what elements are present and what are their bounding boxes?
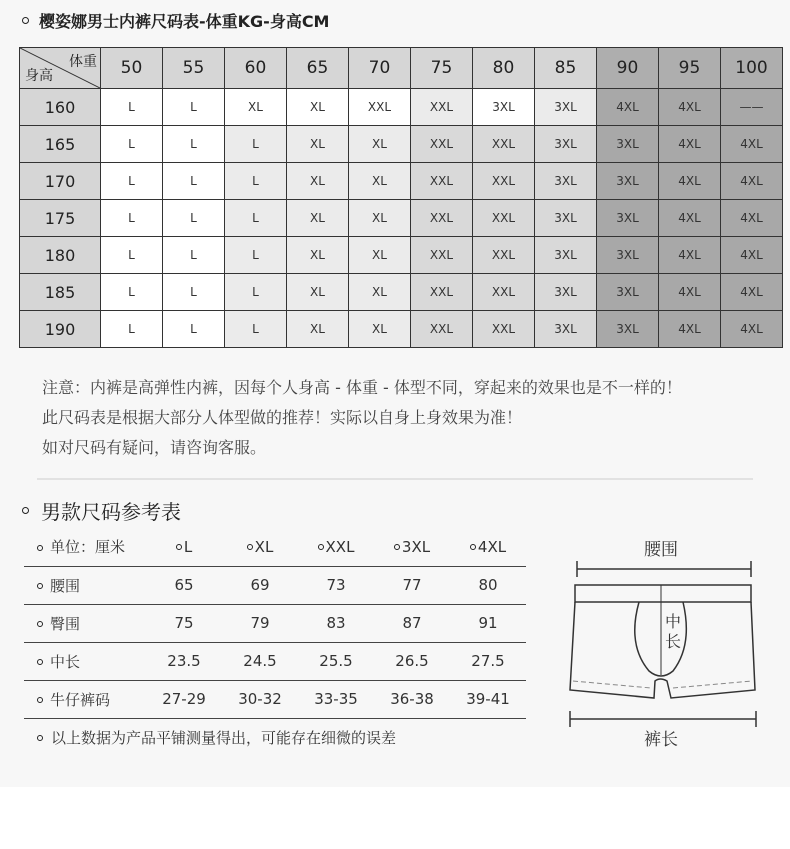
length-label: 裤长: [644, 730, 678, 750]
size-cell: XXL: [411, 163, 473, 200]
size-col-header: [146, 528, 222, 566]
size-cell: 3XL: [597, 237, 659, 274]
weight-col-header: 75: [411, 48, 473, 89]
weight-col-header: 60: [225, 48, 287, 89]
size-table: [19, 47, 783, 348]
size-cell: XXL: [411, 237, 473, 274]
size-cell: XL: [349, 237, 411, 274]
unit-label-cell: [24, 528, 146, 566]
divider: [37, 478, 753, 480]
size-cell: 3XL: [597, 274, 659, 311]
size-cell: 4XL: [659, 163, 721, 200]
size-cell: L: [225, 126, 287, 163]
measure-value: 25.5: [298, 642, 374, 680]
size-cell: 3XL: [597, 126, 659, 163]
table-row: [24, 566, 526, 604]
measure-label: 牛仔裤码: [50, 690, 111, 709]
size-cell: 4XL: [659, 89, 721, 126]
size-cell: XXL: [473, 163, 535, 200]
size-cell: XL: [287, 89, 349, 126]
size-label: XXL: [325, 537, 355, 556]
weight-col-header: 85: [535, 48, 597, 89]
waistband-shape: [575, 585, 751, 602]
height-row-header: 160: [20, 89, 101, 126]
unit-label: 单位：厘米: [50, 538, 126, 557]
size-cell: XL: [287, 274, 349, 311]
size-cell: L: [101, 274, 163, 311]
table-row: [20, 274, 783, 311]
size-cell: XXL: [411, 274, 473, 311]
size-cell: 4XL: [659, 200, 721, 237]
bullet-icon: [37, 659, 43, 665]
footnote-text: 以上数据为产品平铺测量得出，可能存在细微的误差: [51, 729, 397, 747]
measure-value: 24.5: [222, 642, 298, 680]
height-header: 身高: [25, 68, 53, 84]
size-label: L: [183, 537, 193, 556]
size-cell: 4XL: [721, 237, 783, 274]
left-leg-stitch: [573, 681, 651, 688]
table-row: [24, 680, 526, 718]
chart-title-text: 樱姿娜男士内裤尺码表-体重KG-身高CM: [39, 12, 330, 31]
mid-label-2: 长: [664, 632, 682, 651]
mid-label-1: 中: [664, 612, 682, 631]
footnote: [37, 727, 396, 748]
measure-value: 75: [146, 604, 222, 642]
measure-value: 39-41: [450, 680, 526, 718]
size-cell: XL: [349, 163, 411, 200]
table-row: [20, 237, 783, 274]
size-cell: 4XL: [721, 274, 783, 311]
size-cell: L: [225, 237, 287, 274]
size-cell: L: [225, 200, 287, 237]
size-cell: 4XL: [721, 163, 783, 200]
bullet-icon: [176, 544, 182, 550]
size-cell: XXL: [473, 274, 535, 311]
size-cell: 3XL: [473, 89, 535, 126]
table-row: [24, 642, 526, 680]
note-line: 注意：内裤是高弹性内裤，因每个人身高 - 体重 - 体型不同，穿起来的效果也是不一样的！: [42, 378, 682, 397]
table-row: [20, 163, 783, 200]
size-cell: 3XL: [535, 274, 597, 311]
height-row-header: 185: [20, 274, 101, 311]
size-cell: L: [163, 311, 225, 348]
weight-col-header: 90: [597, 48, 659, 89]
size-cell: 4XL: [721, 200, 783, 237]
note-line: 此尺码表是根据大部分人体型做的推荐！实际以自身上身效果为准！: [42, 408, 523, 427]
size-cell: 4XL: [721, 311, 783, 348]
size-cell: 3XL: [535, 200, 597, 237]
size-cell: L: [225, 163, 287, 200]
height-row-header: 170: [20, 163, 101, 200]
size-cell: L: [101, 89, 163, 126]
size-cell: XXL: [411, 200, 473, 237]
measure-label-cell: [24, 604, 146, 642]
size-cell: 4XL: [721, 126, 783, 163]
height-row-header: 175: [20, 200, 101, 237]
underwear-diagram: [563, 535, 763, 759]
size-cell: XXL: [473, 311, 535, 348]
height-row-header: 180: [20, 237, 101, 274]
corner-cell: [20, 48, 101, 89]
weight-col-header: 80: [473, 48, 535, 89]
bullet-icon: [37, 735, 43, 741]
size-cell: 3XL: [535, 163, 597, 200]
measure-value: 83: [298, 604, 374, 642]
measure-value: 87: [374, 604, 450, 642]
size-col-header: [298, 528, 374, 566]
measure-label: 臀围: [50, 614, 81, 633]
ref-title: [22, 496, 181, 525]
weight-col-header: 70: [349, 48, 411, 89]
size-cell: L: [163, 237, 225, 274]
chart-title: [22, 9, 329, 32]
measure-value: 77: [374, 566, 450, 604]
bullet-icon: [394, 544, 400, 550]
size-cell: XXL: [411, 311, 473, 348]
size-cell: XL: [287, 163, 349, 200]
bullet-icon: [22, 17, 29, 24]
measure-value: 27-29: [146, 680, 222, 718]
size-cell: L: [225, 274, 287, 311]
size-cell: XL: [349, 200, 411, 237]
size-cell: L: [163, 200, 225, 237]
size-label: 3XL: [401, 537, 431, 556]
weight-col-header: 50: [101, 48, 163, 89]
table-row: [20, 311, 783, 348]
size-cell: L: [101, 311, 163, 348]
measure-value: 30-32: [222, 680, 298, 718]
size-cell: 4XL: [597, 89, 659, 126]
size-cell: XXL: [473, 126, 535, 163]
measure-label: 腰围: [50, 576, 81, 595]
size-cell: 3XL: [535, 237, 597, 274]
measure-value: 33-35: [298, 680, 374, 718]
table-row: [20, 200, 783, 237]
bullet-icon: [247, 544, 253, 550]
weight-header: 体重: [69, 54, 97, 70]
measure-value: 80: [450, 566, 526, 604]
note-line: 如对尺码有疑问，请咨询客服。: [42, 438, 267, 457]
size-cell: ——: [721, 89, 783, 126]
ref-title-text: 男款尺码参考表: [41, 500, 181, 524]
weight-col-header: 100: [721, 48, 783, 89]
measure-value: 26.5: [374, 642, 450, 680]
size-cell: XXL: [473, 237, 535, 274]
size-cell: 4XL: [659, 237, 721, 274]
size-cell: 4XL: [659, 126, 721, 163]
size-col-header: [222, 528, 298, 566]
measure-label-cell: [24, 642, 146, 680]
table-row: [24, 604, 526, 642]
bullet-icon: [37, 545, 43, 551]
height-row-header: 165: [20, 126, 101, 163]
waist-label: 腰围: [644, 540, 678, 560]
size-cell: L: [101, 200, 163, 237]
size-cell: 3XL: [535, 311, 597, 348]
measure-value: 23.5: [146, 642, 222, 680]
size-cell: L: [225, 311, 287, 348]
size-cell: L: [163, 89, 225, 126]
size-cell: XXL: [473, 200, 535, 237]
weight-col-header: 55: [163, 48, 225, 89]
size-cell: L: [163, 274, 225, 311]
size-cell: XL: [287, 237, 349, 274]
measure-value: 27.5: [450, 642, 526, 680]
size-cell: XL: [349, 311, 411, 348]
size-cell: XL: [349, 274, 411, 311]
weight-col-header: 95: [659, 48, 721, 89]
underwear-diagram-svg: [563, 535, 763, 755]
size-cell: XL: [287, 126, 349, 163]
size-cell: 3XL: [597, 200, 659, 237]
size-cell: L: [163, 126, 225, 163]
size-cell: 3XL: [535, 126, 597, 163]
size-cell: 3XL: [535, 89, 597, 126]
size-col-header: [374, 528, 450, 566]
size-cell: 4XL: [659, 274, 721, 311]
measure-value: 79: [222, 604, 298, 642]
measure-value: 73: [298, 566, 374, 604]
size-label: XL: [254, 537, 274, 556]
measure-label: 中长: [50, 652, 81, 671]
notes: [42, 373, 682, 463]
measure-value: 91: [450, 604, 526, 642]
measure-label-cell: [24, 566, 146, 604]
size-cell: XL: [287, 311, 349, 348]
size-cell: L: [101, 237, 163, 274]
measure-label-cell: [24, 680, 146, 718]
size-cell: 3XL: [597, 163, 659, 200]
bullet-icon: [22, 507, 29, 514]
bullet-icon: [37, 621, 43, 627]
size-col-header: [450, 528, 526, 566]
size-cell: 3XL: [597, 311, 659, 348]
height-row-header: 190: [20, 311, 101, 348]
size-cell: 4XL: [659, 311, 721, 348]
bullet-icon: [37, 583, 43, 589]
size-cell: L: [101, 126, 163, 163]
size-cell: XL: [349, 126, 411, 163]
measure-value: 69: [222, 566, 298, 604]
size-cell: XXL: [411, 126, 473, 163]
size-cell: XL: [225, 89, 287, 126]
weight-col-header: 65: [287, 48, 349, 89]
size-cell: L: [101, 163, 163, 200]
size-label: 4XL: [477, 537, 507, 556]
size-cell: XXL: [411, 89, 473, 126]
bullet-icon: [470, 544, 476, 550]
bullet-icon: [37, 697, 43, 703]
size-cell: L: [163, 163, 225, 200]
table-row: [20, 89, 783, 126]
measure-value: 36-38: [374, 680, 450, 718]
bullet-icon: [318, 544, 324, 550]
size-cell: XXL: [349, 89, 411, 126]
right-leg-stitch: [673, 681, 752, 688]
reference-table: [24, 528, 526, 719]
measure-value: 65: [146, 566, 222, 604]
size-cell: XL: [287, 200, 349, 237]
table-row: [20, 126, 783, 163]
